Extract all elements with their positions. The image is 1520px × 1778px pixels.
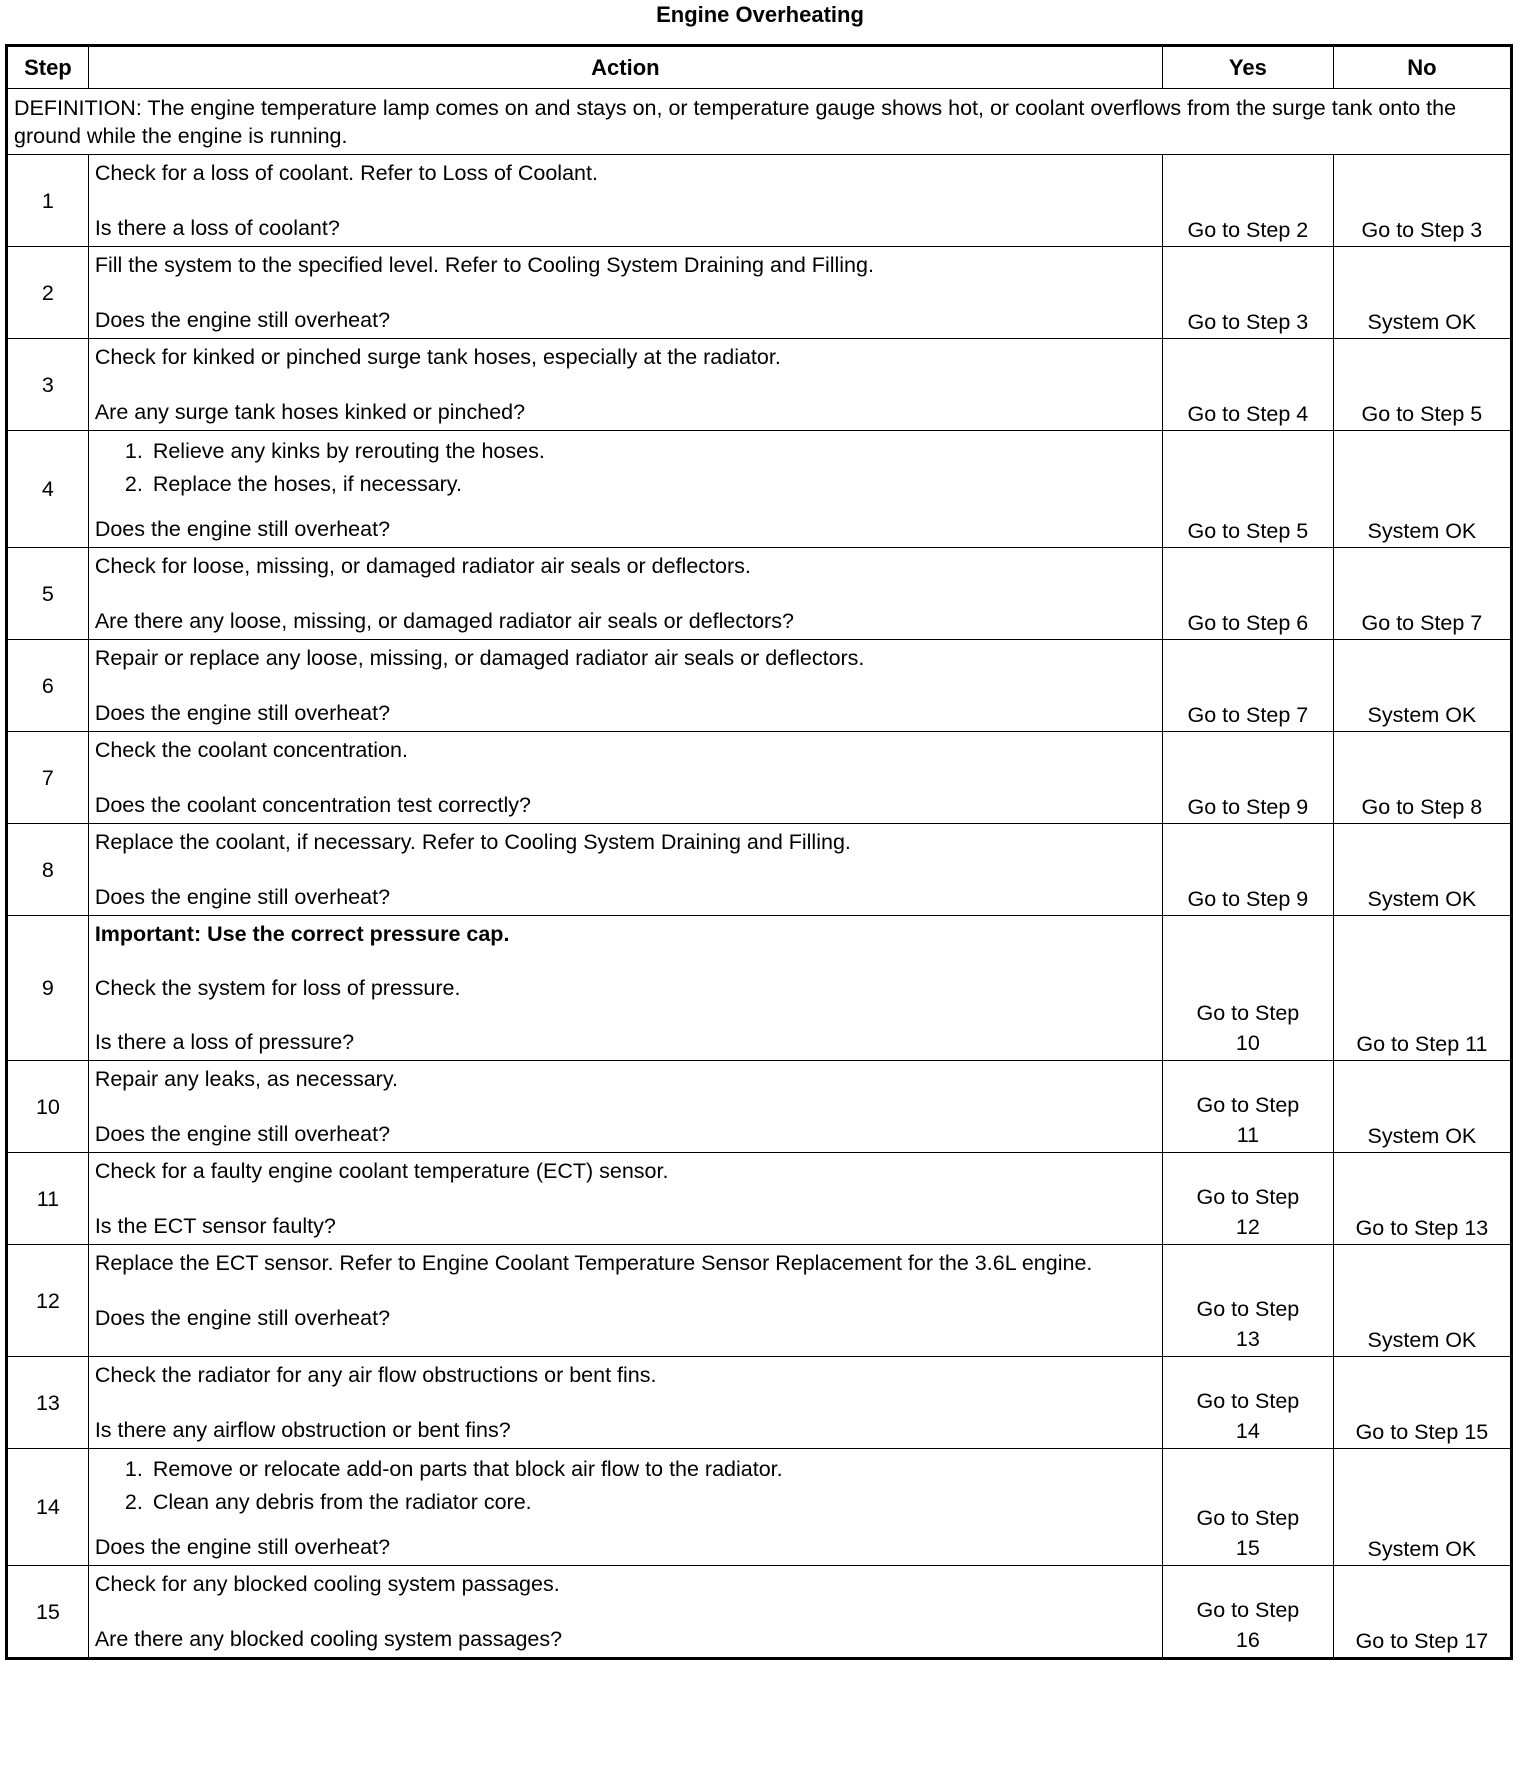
- yes-line-2: 12: [1235, 1215, 1260, 1239]
- step-number: 12: [7, 1245, 89, 1357]
- step-number: 7: [7, 732, 89, 824]
- no-cell: System OK: [1333, 824, 1511, 916]
- question-text: Does the engine still overheat?: [94, 1122, 391, 1146]
- action-text: Repair any leaks, as necessary.: [94, 1067, 398, 1091]
- action-cell: [88, 1566, 1162, 1659]
- step-number: 1: [7, 155, 89, 247]
- yes-cell: [1162, 1449, 1333, 1566]
- yes-line-2: 11: [1236, 1123, 1260, 1147]
- question-text: Does the engine still overheat?: [94, 701, 391, 725]
- question-text: Does the engine still overheat?: [94, 1535, 391, 1559]
- yes-cell: Go to Step 3: [1162, 247, 1333, 339]
- action-text: Fill the system to the specified level. Refer to Cooling System Draining and Filling.: [94, 253, 874, 277]
- table-row: [7, 824, 1512, 916]
- list-item: 1. Remove or relocate add-on parts that block air flow to the radiator.: [149, 1455, 1154, 1488]
- yes-line-1: Go to Step: [1196, 1093, 1300, 1117]
- table-row: [7, 155, 1512, 247]
- action-text: Check for a faulty engine coolant temperature (ECT) sensor.: [94, 1159, 669, 1183]
- table-row: [7, 1153, 1512, 1245]
- question-text: Is there a loss of coolant?: [94, 216, 340, 240]
- yes-cell: [1162, 916, 1333, 1061]
- action-text: Check for kinked or pinched surge tank hoses, especially at the radiator.: [94, 345, 781, 369]
- action-cell: [88, 1357, 1162, 1449]
- definition-row: [7, 89, 1512, 155]
- header-row: [7, 46, 1512, 89]
- no-cell: Go to Step 3: [1333, 155, 1511, 247]
- no-cell: System OK: [1333, 1449, 1511, 1566]
- yes-line-2: 14: [1235, 1419, 1260, 1443]
- header-action: Action: [88, 46, 1162, 89]
- step-number: 3: [7, 339, 89, 431]
- yes-line-1: Go to Step: [1196, 1506, 1300, 1530]
- table-row: [7, 1061, 1512, 1153]
- table-row: [7, 339, 1512, 431]
- list-item: 2. Replace the hoses, if necessary.: [149, 470, 1154, 503]
- table-row: [7, 1449, 1512, 1566]
- definition-text: DEFINITION: The engine temperature lamp comes on and stays on, or temperature gauge shows hot, or coolant overflows from the surge tank onto the ground while the engine is running.: [7, 89, 1512, 155]
- yes-line-2: 16: [1235, 1628, 1260, 1652]
- action-text: Check the radiator for any air flow obstructions or bent fins.: [94, 1363, 657, 1387]
- step-number: 2: [7, 247, 89, 339]
- table-row: [7, 640, 1512, 732]
- action-cell: [88, 1245, 1162, 1357]
- question-text: Does the engine still overheat?: [94, 1306, 391, 1330]
- table-row: [7, 732, 1512, 824]
- yes-cell: [1162, 1153, 1333, 1245]
- question-text: Does the engine still overheat?: [94, 517, 391, 541]
- question-text: Is there any airflow obstruction or bent fins?: [94, 1418, 511, 1442]
- action-text: Check for a loss of coolant. Refer to Loss of Coolant.: [94, 161, 598, 185]
- yes-cell: [1162, 1245, 1333, 1357]
- yes-line-1: Go to Step: [1196, 1185, 1300, 1209]
- header-no: No: [1333, 46, 1511, 89]
- action-cell: [88, 1449, 1162, 1566]
- step-number: 11: [7, 1153, 89, 1245]
- list-item: 1. Relieve any kinks by rerouting the hoses.: [149, 437, 1154, 470]
- no-cell: Go to Step 7: [1333, 548, 1511, 640]
- yes-line-1: Go to Step: [1196, 1598, 1300, 1622]
- table-row: [7, 1357, 1512, 1449]
- action-cell: [88, 548, 1162, 640]
- action-cell: [88, 1153, 1162, 1245]
- no-cell: Go to Step 15: [1333, 1357, 1511, 1449]
- action-list: [95, 1455, 1154, 1521]
- action-cell: [88, 916, 1162, 1061]
- yes-line-2: 13: [1235, 1327, 1260, 1351]
- question-text: Are any surge tank hoses kinked or pinched?: [94, 400, 526, 424]
- step-number: 5: [7, 548, 89, 640]
- question-text: Does the engine still overheat?: [94, 885, 391, 909]
- yes-cell: [1162, 1566, 1333, 1659]
- question-text: Are there any blocked cooling system passages?: [94, 1627, 563, 1651]
- question-text: Does the engine still overheat?: [94, 308, 391, 332]
- no-cell: Go to Step 5: [1333, 339, 1511, 431]
- table-row: [7, 548, 1512, 640]
- important-note: Important: Use the correct pressure cap.: [94, 922, 510, 946]
- header-step: Step: [7, 46, 89, 89]
- table-row: [7, 431, 1512, 548]
- step-number: 13: [7, 1357, 89, 1449]
- action-cell: [88, 640, 1162, 732]
- yes-line-1: Go to Step: [1196, 1001, 1300, 1025]
- table-row: [7, 247, 1512, 339]
- action-text: Replace the coolant, if necessary. Refer to Cooling System Draining and Filling.: [94, 830, 851, 854]
- question-text: Is the ECT sensor faulty?: [94, 1214, 336, 1238]
- yes-cell: Go to Step 6: [1162, 548, 1333, 640]
- no-cell: System OK: [1333, 640, 1511, 732]
- yes-cell: Go to Step 9: [1162, 824, 1333, 916]
- action-cell: [88, 732, 1162, 824]
- action-text: Check the system for loss of pressure.: [94, 976, 461, 1000]
- question-text: Is there a loss of pressure?: [94, 1030, 355, 1054]
- yes-cell: Go to Step 5: [1162, 431, 1333, 548]
- action-text: Check for loose, missing, or damaged radiator air seals or deflectors.: [94, 554, 751, 578]
- page-title: Engine Overheating: [656, 2, 864, 27]
- action-text: Check the coolant concentration.: [94, 738, 408, 762]
- no-cell: Go to Step 13: [1333, 1153, 1511, 1245]
- action-text: Check for any blocked cooling system passages.: [94, 1572, 560, 1596]
- no-cell: System OK: [1333, 1061, 1511, 1153]
- no-cell: Go to Step 8: [1333, 732, 1511, 824]
- yes-cell: [1162, 1357, 1333, 1449]
- no-cell: Go to Step 11: [1333, 916, 1511, 1061]
- step-number: 9: [7, 916, 89, 1061]
- action-cell: [88, 431, 1162, 548]
- header-yes: Yes: [1162, 46, 1333, 89]
- step-number: 14: [7, 1449, 89, 1566]
- diagnostic-table: [5, 44, 1513, 1660]
- no-cell: Go to Step 17: [1333, 1566, 1511, 1659]
- action-text: Repair or replace any loose, missing, or damaged radiator air seals or deflectors.: [94, 646, 865, 670]
- action-cell: [88, 247, 1162, 339]
- action-cell: [88, 824, 1162, 916]
- action-cell: [88, 339, 1162, 431]
- yes-cell: Go to Step 9: [1162, 732, 1333, 824]
- step-number: 15: [7, 1566, 89, 1659]
- list-item: 2. Clean any debris from the radiator core.: [149, 1488, 1154, 1521]
- yes-line-1: Go to Step: [1196, 1297, 1300, 1321]
- action-cell: [88, 155, 1162, 247]
- yes-line-1: Go to Step: [1196, 1389, 1300, 1413]
- step-number: 6: [7, 640, 89, 732]
- step-number: 10: [7, 1061, 89, 1153]
- no-cell: System OK: [1333, 247, 1511, 339]
- table-row: [7, 916, 1512, 1061]
- yes-line-2: 15: [1235, 1536, 1260, 1560]
- step-number: 4: [7, 431, 89, 548]
- yes-line-2: 10: [1235, 1031, 1260, 1055]
- table-row: [7, 1566, 1512, 1659]
- step-number: 8: [7, 824, 89, 916]
- yes-cell: Go to Step 2: [1162, 155, 1333, 247]
- question-text: Are there any loose, missing, or damaged radiator air seals or deflectors?: [94, 609, 794, 633]
- no-cell: System OK: [1333, 1245, 1511, 1357]
- no-cell: System OK: [1333, 431, 1511, 548]
- yes-cell: [1162, 1061, 1333, 1153]
- yes-cell: Go to Step 7: [1162, 640, 1333, 732]
- action-cell: [88, 1061, 1162, 1153]
- action-list: [95, 437, 1154, 503]
- action-text: Replace the ECT sensor. Refer to Engine Coolant Temperature Sensor Replacement for the 3.6L engine.: [94, 1251, 1093, 1275]
- question-text: Does the coolant concentration test correctly?: [94, 793, 532, 817]
- table-row: [7, 1245, 1512, 1357]
- yes-cell: Go to Step 4: [1162, 339, 1333, 431]
